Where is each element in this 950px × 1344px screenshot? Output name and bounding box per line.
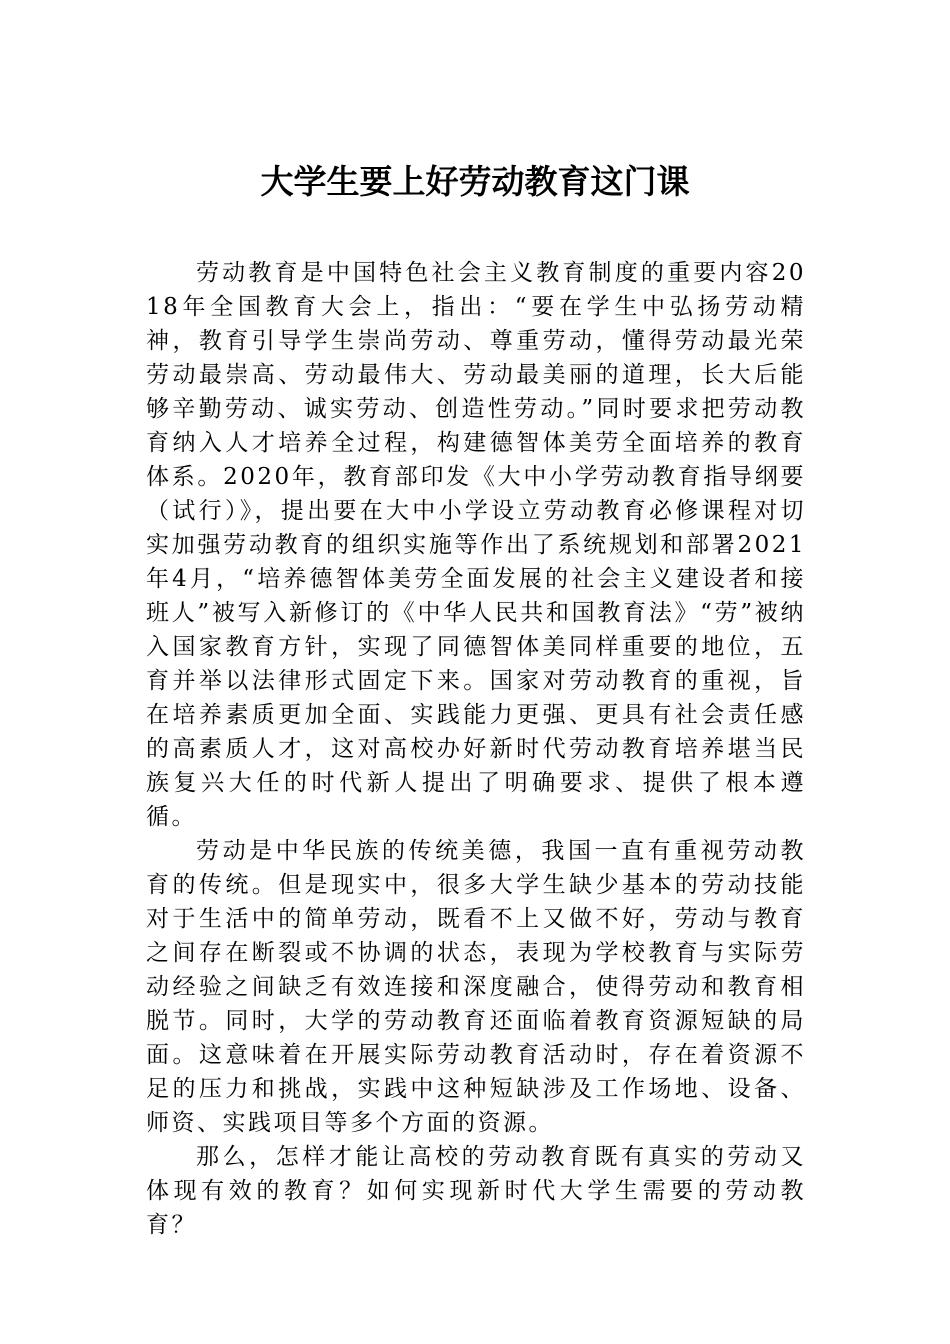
document-body bbox=[146, 256, 806, 1242]
document-title: 大学生要上好劳动教育这门课 bbox=[260, 162, 690, 201]
paragraph-2: 劳动是中华民族的传统美德，我国一直有重视劳动教育的传统。但是现实中，很多大学生缺少基本的劳动技能对于生活中的简单劳动，既看不上又做不好，劳动与教育之间存在断裂或不协调的状态，表现为学校教育与实际劳动经验之间缺乏有效连接和深度融合，使得劳动和教育相脱节。同时，大学的劳动教育还面临着教育资源短缺的局面。这意味着在开展实际劳动教育活动时，存在着资源不足的压力和挑战，实践中这种短缺涉及工作场地、设备、师资、实践项目等多个方面的资源。 bbox=[146, 838, 806, 1136]
paragraph-3: 那么，怎样才能让高校的劳动教育既有真实的劳动又体现有效的教育？如何实现新时代大学生需要的劳动教育？ bbox=[146, 1144, 806, 1238]
paragraph-1: 劳动教育是中国特色社会主义教育制度的重要内容2018年全国教育大会上，指出：“要在学生中弘扬劳动精神，教育引导学生崇尚劳动、尊重劳动，懂得劳动最光荣劳动最崇高、劳动最伟大、劳动最美丽的道理，长大后能够辛勤劳动、诚实劳动、创造性劳动。”同时要求把劳动教育纳入人才培养全过程，构建德智体美劳全面培养的教育体系。2020年，教育部印发《大中小学劳动教育指导纲要（试行）》，提出要在大中小学设立劳动教育必修课程对切实加强劳动教育的组织实施等作出了系统规划和部署2021年4月，“培养德智体美劳全面发展的社会主义建设者和接班人”被写入新修订的《中华人民共和国教育法》“劳”被纳入国家教育方针，实现了同德智体美同样重要的地位，五育并举以法律形式固定下来。国家对劳动教育的重视，旨在培养素质更加全面、实践能力更强、更具有社会责任感的高素质人才，这对高校办好新时代劳动教育培养堪当民族复兴大任的时代新人提出了明确要求、提供了根本遵循。 bbox=[146, 260, 806, 830]
